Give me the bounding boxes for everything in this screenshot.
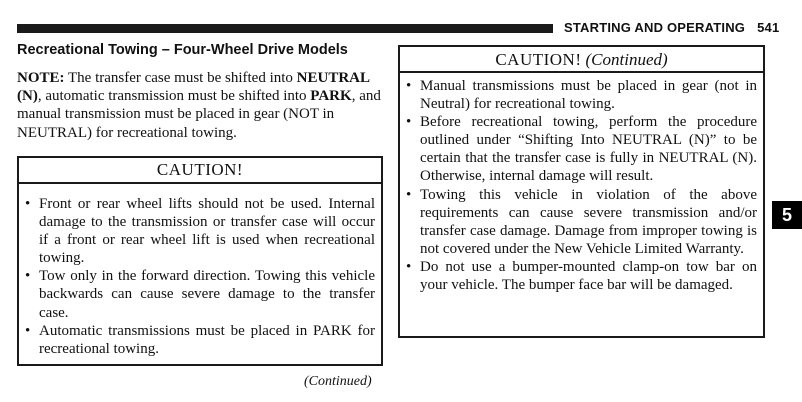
caution-item: • Manual transmissions must be placed in gear (not in Neutral) for recreational towing. [406,77,757,113]
note-neutral: NEUTRAL (N) [17,70,370,105]
note-text-2: , automatic transmission must be shifted into [37,88,311,105]
caution-list [19,184,381,358]
note-park: PARK [310,88,352,105]
header-rule [17,24,553,33]
running-header [564,20,779,35]
section-name: STARTING AND OPERATING [564,20,746,35]
note-label: NOTE: [17,70,65,86]
caution-item: • Towing this vehicle in violation of the above requirements can cause severe transmission and/or transfer case damage. Damage from improper towing is not covered under the New Vehicle Limited Warranty. [406,186,757,258]
section-title: Recreational Towing – Four-Wheel Drive Models [17,42,348,58]
continued-suffix: (Continued) [585,50,668,69]
caution-item: • Tow only in the forward direction. Towing this vehicle backwards can cause severe damage to the transfer case. [25,267,375,321]
note-text-1: The transfer case must be shifted into [64,70,297,86]
caution-item: • Before recreational towing, perform the procedure outlined under “Shifting Into NEUTRAL (N)” to be certain that the transfer case is fully in NEUTRAL (N). Otherwise, internal damage will result. [406,113,757,185]
note-paragraph [17,69,384,142]
page-number: 541 [757,20,780,35]
caution-list [400,73,763,294]
caution-item: • Front or rear wheel lifts should not be used. Internal damage to the transmission or transfer case will occur if a front or rear wheel lift is used when recreational towing. [25,195,375,267]
section-tab: 5 [772,201,802,229]
caution-box-left [17,156,383,366]
caution-item: • Do not use a bumper-mounted clamp-on tow bar on your vehicle. The bumper face bar will be damaged. [406,258,757,294]
caution-box-right [398,45,765,338]
caution-title [19,158,381,184]
caution-title-text: CAUTION! [156,160,244,179]
caution-title-continued [400,47,763,73]
caution-title-text: CAUTION! [495,50,582,69]
continued-label: (Continued) [304,374,372,389]
note-text-3: , and manual transmission must be placed in gear (NOT in NEUTRAL) for recreational towing. [17,88,381,141]
caution-item: • Automatic transmissions must be placed in PARK for recreational towing. [25,322,375,358]
